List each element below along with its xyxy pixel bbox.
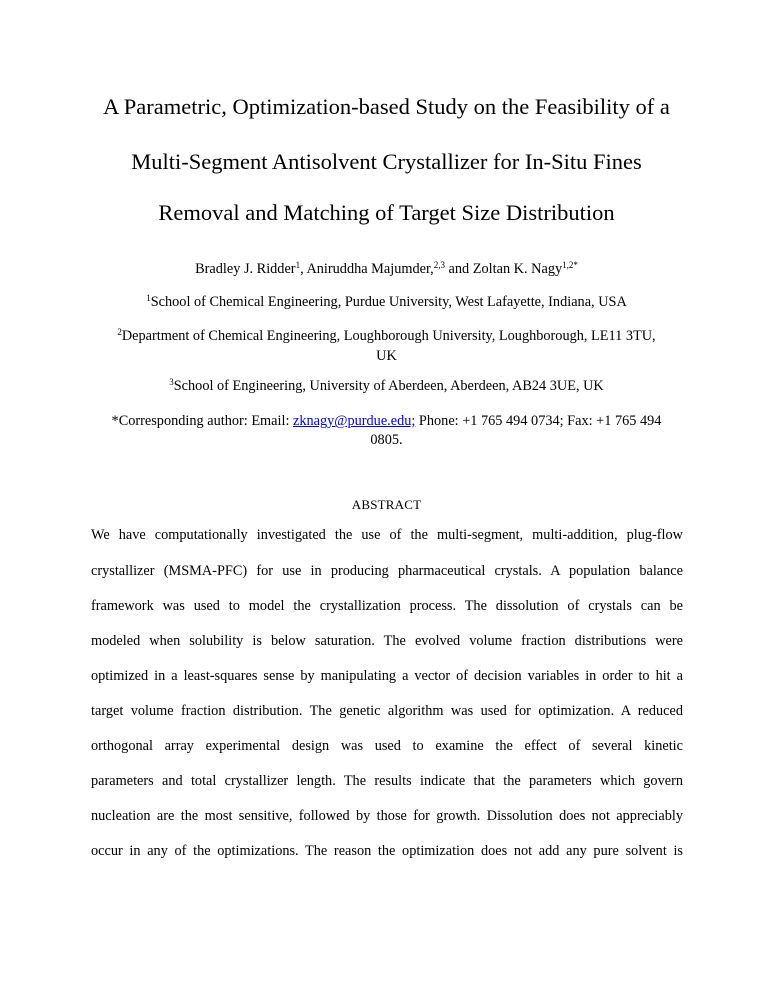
author-list xyxy=(60,260,713,278)
correspondence-prefix: *Corresponding author: Email: xyxy=(111,413,294,429)
affiliation-sup-1: 1 xyxy=(146,293,151,303)
abstract-line-10: occur in any of the optimizations. The reason the optimization does not add any pure solvent is xyxy=(91,843,683,859)
abstract-line-4: modeled when solubility is below saturation. The evolved volume fraction distributions were xyxy=(91,633,683,649)
abstract-line-1: We have computationally investigated the use of the multi-segment, multi-addition, plug-flow xyxy=(91,527,683,543)
abstract-heading: ABSTRACT xyxy=(351,497,422,512)
abstract-line-5: optimized in a least-squares sense by manipulating a vector of decision variables in order to hit a xyxy=(91,668,683,684)
author-name-3: Zoltan K. Nagy xyxy=(472,261,563,277)
affiliation-3 xyxy=(60,377,713,395)
affiliation-sup-2: 2 xyxy=(117,327,122,337)
author-name-1: Bradley J. Ridder xyxy=(195,261,296,277)
abstract-line-2: crystallizer (MSMA-PFC) for use in producing pharmaceutical crystals. A population balance xyxy=(91,563,683,579)
title-line-1: A Parametric, Optimization-based Study on the Feasibility of a xyxy=(103,94,670,119)
abstract-line-7: orthogonal array experimental design was used to examine the effect of several kinetic xyxy=(91,738,683,754)
correspondence-continued: 0805. xyxy=(370,432,403,448)
abstract-line-6: target volume fraction distribution. The genetic algorithm was used for optimization. A reduced xyxy=(91,703,683,719)
author-sup-3: 1,2* xyxy=(562,260,578,270)
author-sup-1: 1 xyxy=(295,260,301,270)
affiliation-text-1: School of Chemical Engineering, Purdue University, West Lafayette, Indiana, USA xyxy=(150,294,627,310)
title-line-3: Removal and Matching of Target Size Distribution xyxy=(158,200,615,225)
corresponding-author xyxy=(60,412,713,430)
affiliation-text-3: School of Engineering, University of Aberdeen, Aberdeen, AB24 3UE, UK xyxy=(173,378,604,394)
affiliation-text-2: Department of Chemical Engineering, Loughborough University, Loughborough, LE11 3TU, xyxy=(121,328,656,344)
author-separator-1: , xyxy=(300,261,307,277)
abstract-line-9: nucleation are the most sensitive, followed by those for growth. Dissolution does not appreciably xyxy=(91,808,683,824)
email-link[interactable]: zknagy@purdue.edu; xyxy=(293,413,416,429)
author-separator-2: and xyxy=(444,261,473,277)
affiliation-2 xyxy=(60,327,713,345)
abstract-line-3: framework was used to model the crystallization process. The dissolution of crystals can be xyxy=(91,598,683,614)
author-sup-2: 2,3 xyxy=(433,260,445,270)
affiliation-2-continued: UK xyxy=(376,348,397,364)
correspondence-phone-fax: Phone: +1 765 494 0734; Fax: +1 765 494 xyxy=(415,413,662,429)
abstract-line-8: parameters and total crystallizer length. The results indicate that the parameters which govern xyxy=(91,773,683,789)
title-line-2: Multi-Segment Antisolvent Crystallizer for In-Situ Fines xyxy=(131,149,642,174)
author-name-2: Aniruddha Majumder, xyxy=(306,261,434,277)
affiliation-1 xyxy=(60,293,713,311)
affiliation-sup-3: 3 xyxy=(169,377,174,387)
